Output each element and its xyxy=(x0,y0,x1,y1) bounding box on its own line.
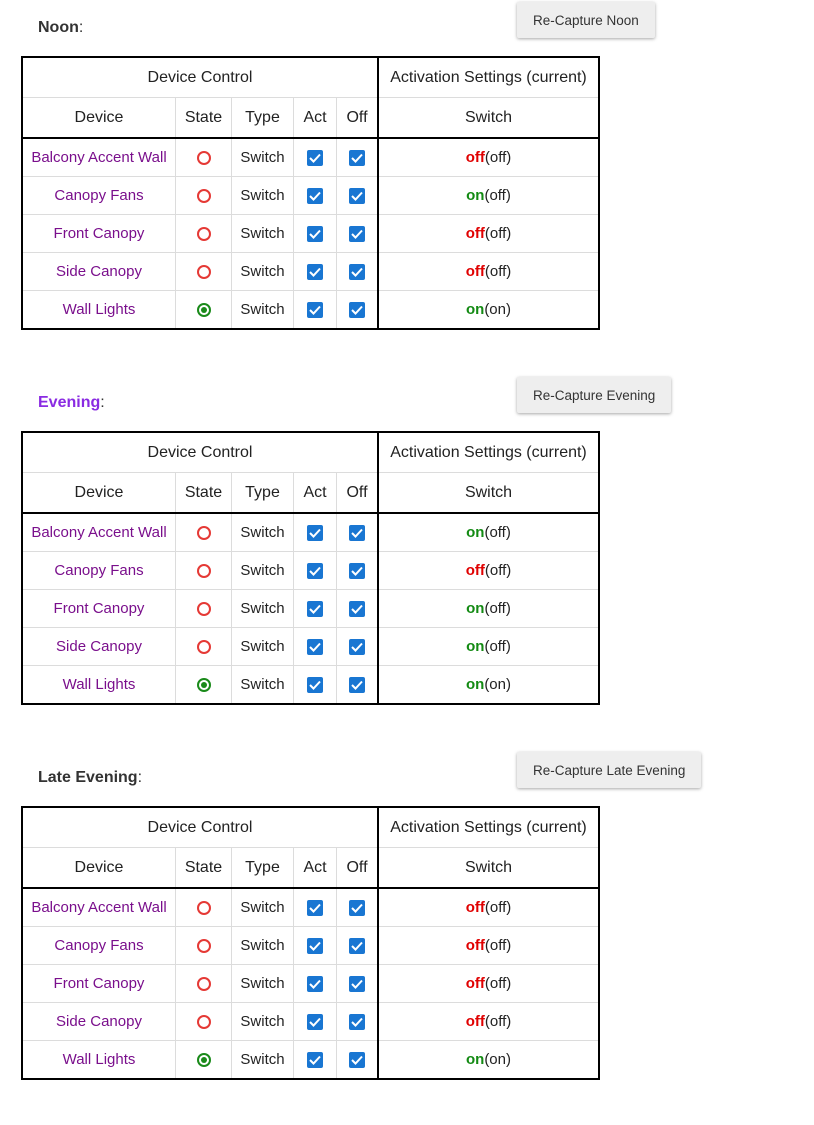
device-type: Switch xyxy=(240,1051,285,1068)
off-column-header: Off xyxy=(337,473,379,514)
switch-setting-value: on xyxy=(466,187,485,204)
section-title: Evening: xyxy=(38,394,105,411)
section-title-text: Noon xyxy=(38,19,79,36)
off-checkbox[interactable] xyxy=(349,1052,365,1068)
device-column-header: Device xyxy=(22,98,176,139)
device-link[interactable]: Front Canopy xyxy=(53,600,145,617)
act-column-header: Act xyxy=(294,473,337,514)
recapture-evening-button[interactable]: Re-Capture Evening xyxy=(517,377,671,413)
device-type: Switch xyxy=(240,301,285,318)
switch-setting-value: off xyxy=(465,149,485,166)
device-link[interactable]: Side Canopy xyxy=(56,638,142,655)
act-checkbox[interactable] xyxy=(307,639,323,655)
section-title: Noon: xyxy=(38,19,84,36)
act-checkbox[interactable] xyxy=(307,677,323,693)
device-type: Switch xyxy=(240,975,285,992)
state-column-header: State xyxy=(176,98,232,139)
device-type: Switch xyxy=(240,562,285,579)
activation-settings-header: Activation Settings (current) xyxy=(378,432,599,473)
device-column-header: Device xyxy=(22,473,176,514)
off-checkbox[interactable] xyxy=(349,601,365,617)
act-checkbox[interactable] xyxy=(307,1052,323,1068)
device-control-header: Device Control xyxy=(22,57,378,98)
switch-setting[interactable] xyxy=(466,937,512,954)
act-column-header: Act xyxy=(294,848,337,889)
switch-setting[interactable] xyxy=(466,562,512,579)
section-evening xyxy=(0,375,814,750)
table-row xyxy=(22,513,599,552)
switch-setting[interactable] xyxy=(466,149,512,166)
switch-current-value: (on) xyxy=(484,1051,511,1068)
act-checkbox[interactable] xyxy=(307,976,323,992)
state-column-header: State xyxy=(176,473,232,514)
switch-column-header: Switch xyxy=(378,98,599,139)
table-row xyxy=(22,927,599,965)
state-radio-icon[interactable] xyxy=(197,939,211,953)
act-checkbox[interactable] xyxy=(307,226,323,242)
device-table-noon xyxy=(21,56,600,330)
off-checkbox[interactable] xyxy=(349,938,365,954)
off-checkbox[interactable] xyxy=(349,1014,365,1030)
state-column-header: State xyxy=(176,848,232,889)
table-row xyxy=(22,215,599,253)
switch-current-value: (off) xyxy=(484,937,512,954)
switch-setting[interactable] xyxy=(466,1051,511,1068)
switch-setting[interactable] xyxy=(466,187,511,204)
off-checkbox[interactable] xyxy=(349,302,365,318)
table-row xyxy=(22,138,599,177)
act-checkbox[interactable] xyxy=(307,938,323,954)
device-link[interactable]: Canopy Fans xyxy=(54,937,144,954)
device-type: Switch xyxy=(240,600,285,617)
switch-setting[interactable] xyxy=(466,263,512,280)
switch-column-header: Switch xyxy=(378,473,599,514)
state-radio-icon[interactable] xyxy=(197,151,211,165)
device-link[interactable]: Balcony Accent Wall xyxy=(31,899,167,916)
switch-setting-value: on xyxy=(465,301,485,318)
switch-current-value: (off) xyxy=(484,600,511,617)
switch-setting-value: on xyxy=(466,638,485,655)
off-checkbox[interactable] xyxy=(349,150,365,166)
table-row xyxy=(22,965,599,1003)
state-radio-icon[interactable] xyxy=(197,265,211,279)
off-checkbox[interactable] xyxy=(349,188,365,204)
state-radio-icon[interactable] xyxy=(197,1053,211,1067)
switch-setting[interactable] xyxy=(466,676,511,693)
device-type: Switch xyxy=(240,187,285,204)
device-link[interactable]: Wall Lights xyxy=(62,676,136,693)
table-row xyxy=(22,590,599,628)
switch-setting-value: off xyxy=(465,975,485,992)
type-column-header: Type xyxy=(232,98,294,139)
off-checkbox[interactable] xyxy=(349,639,365,655)
off-checkbox[interactable] xyxy=(349,525,365,541)
act-checkbox[interactable] xyxy=(307,563,323,579)
switch-setting[interactable] xyxy=(466,899,512,916)
type-column-header: Type xyxy=(232,473,294,514)
state-radio-icon[interactable] xyxy=(197,303,211,317)
act-checkbox[interactable] xyxy=(307,150,323,166)
device-link[interactable]: Balcony Accent Wall xyxy=(31,149,167,166)
device-type: Switch xyxy=(240,899,285,916)
act-checkbox[interactable] xyxy=(307,525,323,541)
table-row xyxy=(22,666,599,705)
device-table-late-evening xyxy=(21,806,600,1080)
section-noon xyxy=(0,0,814,375)
table-row xyxy=(22,1041,599,1080)
switch-current-value: (off) xyxy=(484,975,512,992)
act-checkbox[interactable] xyxy=(307,601,323,617)
state-radio-icon[interactable] xyxy=(197,977,211,991)
switch-setting-value: off xyxy=(465,937,485,954)
switch-current-value: (off) xyxy=(484,562,512,579)
recapture-late-evening-button[interactable]: Re-Capture Late Evening xyxy=(517,752,701,788)
switch-current-value: (off) xyxy=(484,263,512,280)
switch-setting-value: off xyxy=(465,263,485,280)
off-checkbox[interactable] xyxy=(349,900,365,916)
switch-setting[interactable] xyxy=(466,1013,512,1030)
device-type: Switch xyxy=(240,263,285,280)
section-late-evening xyxy=(0,750,814,1125)
state-radio-icon[interactable] xyxy=(197,640,211,654)
device-type: Switch xyxy=(240,1013,285,1030)
section-title: Late Evening: xyxy=(38,769,143,786)
switch-current-value: (off) xyxy=(484,149,512,166)
device-control-header: Device Control xyxy=(22,807,378,848)
device-link[interactable]: Side Canopy xyxy=(56,1013,142,1030)
table-row xyxy=(22,253,599,291)
state-radio-icon[interactable] xyxy=(197,1015,211,1029)
off-checkbox[interactable] xyxy=(349,677,365,693)
device-type: Switch xyxy=(240,524,285,541)
state-radio-icon[interactable] xyxy=(197,678,211,692)
switch-column-header: Switch xyxy=(378,848,599,889)
device-link[interactable]: Canopy Fans xyxy=(54,562,144,579)
switch-setting-value: off xyxy=(465,899,485,916)
act-checkbox[interactable] xyxy=(307,302,323,318)
off-checkbox[interactable] xyxy=(349,226,365,242)
device-type: Switch xyxy=(240,937,285,954)
table-row xyxy=(22,628,599,666)
device-type: Switch xyxy=(240,225,285,242)
switch-setting[interactable] xyxy=(466,225,512,242)
device-type: Switch xyxy=(240,638,285,655)
table-row xyxy=(22,888,599,927)
table-row xyxy=(22,552,599,590)
device-link[interactable]: Wall Lights xyxy=(62,1051,136,1068)
device-link[interactable]: Canopy Fans xyxy=(54,187,144,204)
act-checkbox[interactable] xyxy=(307,264,323,280)
switch-current-value: (off) xyxy=(484,899,512,916)
section-title-text: Evening xyxy=(38,394,101,411)
device-link[interactable]: Front Canopy xyxy=(53,225,145,242)
switch-setting-value: off xyxy=(465,225,485,242)
table-row xyxy=(22,291,599,330)
off-checkbox[interactable] xyxy=(349,264,365,280)
switch-setting[interactable] xyxy=(466,638,511,655)
state-radio-icon[interactable] xyxy=(197,602,211,616)
table-row xyxy=(22,1003,599,1041)
switch-current-value: (off) xyxy=(484,187,511,204)
switch-setting-value: on xyxy=(466,524,485,541)
state-radio-icon[interactable] xyxy=(197,189,211,203)
switch-setting[interactable] xyxy=(466,524,511,541)
device-table-evening xyxy=(21,431,600,705)
state-radio-icon[interactable] xyxy=(197,227,211,241)
section-title-text: Late Evening xyxy=(38,769,138,786)
type-column-header: Type xyxy=(232,848,294,889)
state-radio-icon[interactable] xyxy=(197,564,211,578)
switch-current-value: (off) xyxy=(484,1013,512,1030)
device-type: Switch xyxy=(240,149,285,166)
switch-current-value: (on) xyxy=(484,676,511,693)
act-column-header: Act xyxy=(294,98,337,139)
off-checkbox[interactable] xyxy=(349,976,365,992)
act-checkbox[interactable] xyxy=(307,188,323,204)
act-checkbox[interactable] xyxy=(307,1014,323,1030)
device-column-header: Device xyxy=(22,848,176,889)
switch-current-value: (off) xyxy=(484,638,511,655)
switch-setting[interactable] xyxy=(466,975,512,992)
switch-setting-value: on xyxy=(466,600,485,617)
device-control-header: Device Control xyxy=(22,432,378,473)
switch-setting-value: on xyxy=(465,676,485,693)
off-column-header: Off xyxy=(337,98,379,139)
switch-current-value: (on) xyxy=(484,301,511,318)
switch-setting-value: off xyxy=(465,562,485,579)
switch-setting-value: on xyxy=(465,1051,485,1068)
switch-setting[interactable] xyxy=(466,600,511,617)
device-link[interactable]: Front Canopy xyxy=(53,975,145,992)
device-link[interactable]: Balcony Accent Wall xyxy=(31,524,167,541)
activation-settings-header: Activation Settings (current) xyxy=(378,807,599,848)
off-checkbox[interactable] xyxy=(349,563,365,579)
state-radio-icon[interactable] xyxy=(197,901,211,915)
device-link[interactable]: Wall Lights xyxy=(62,301,136,318)
recapture-noon-button[interactable]: Re-Capture Noon xyxy=(517,2,655,38)
switch-current-value: (off) xyxy=(484,524,511,541)
device-link[interactable]: Side Canopy xyxy=(56,263,142,280)
device-type: Switch xyxy=(240,676,285,693)
switch-setting-value: off xyxy=(465,1013,485,1030)
act-checkbox[interactable] xyxy=(307,900,323,916)
table-row xyxy=(22,177,599,215)
switch-current-value: (off) xyxy=(484,225,512,242)
off-column-header: Off xyxy=(337,848,379,889)
activation-settings-header: Activation Settings (current) xyxy=(378,57,599,98)
switch-setting[interactable] xyxy=(466,301,511,318)
state-radio-icon[interactable] xyxy=(197,526,211,540)
